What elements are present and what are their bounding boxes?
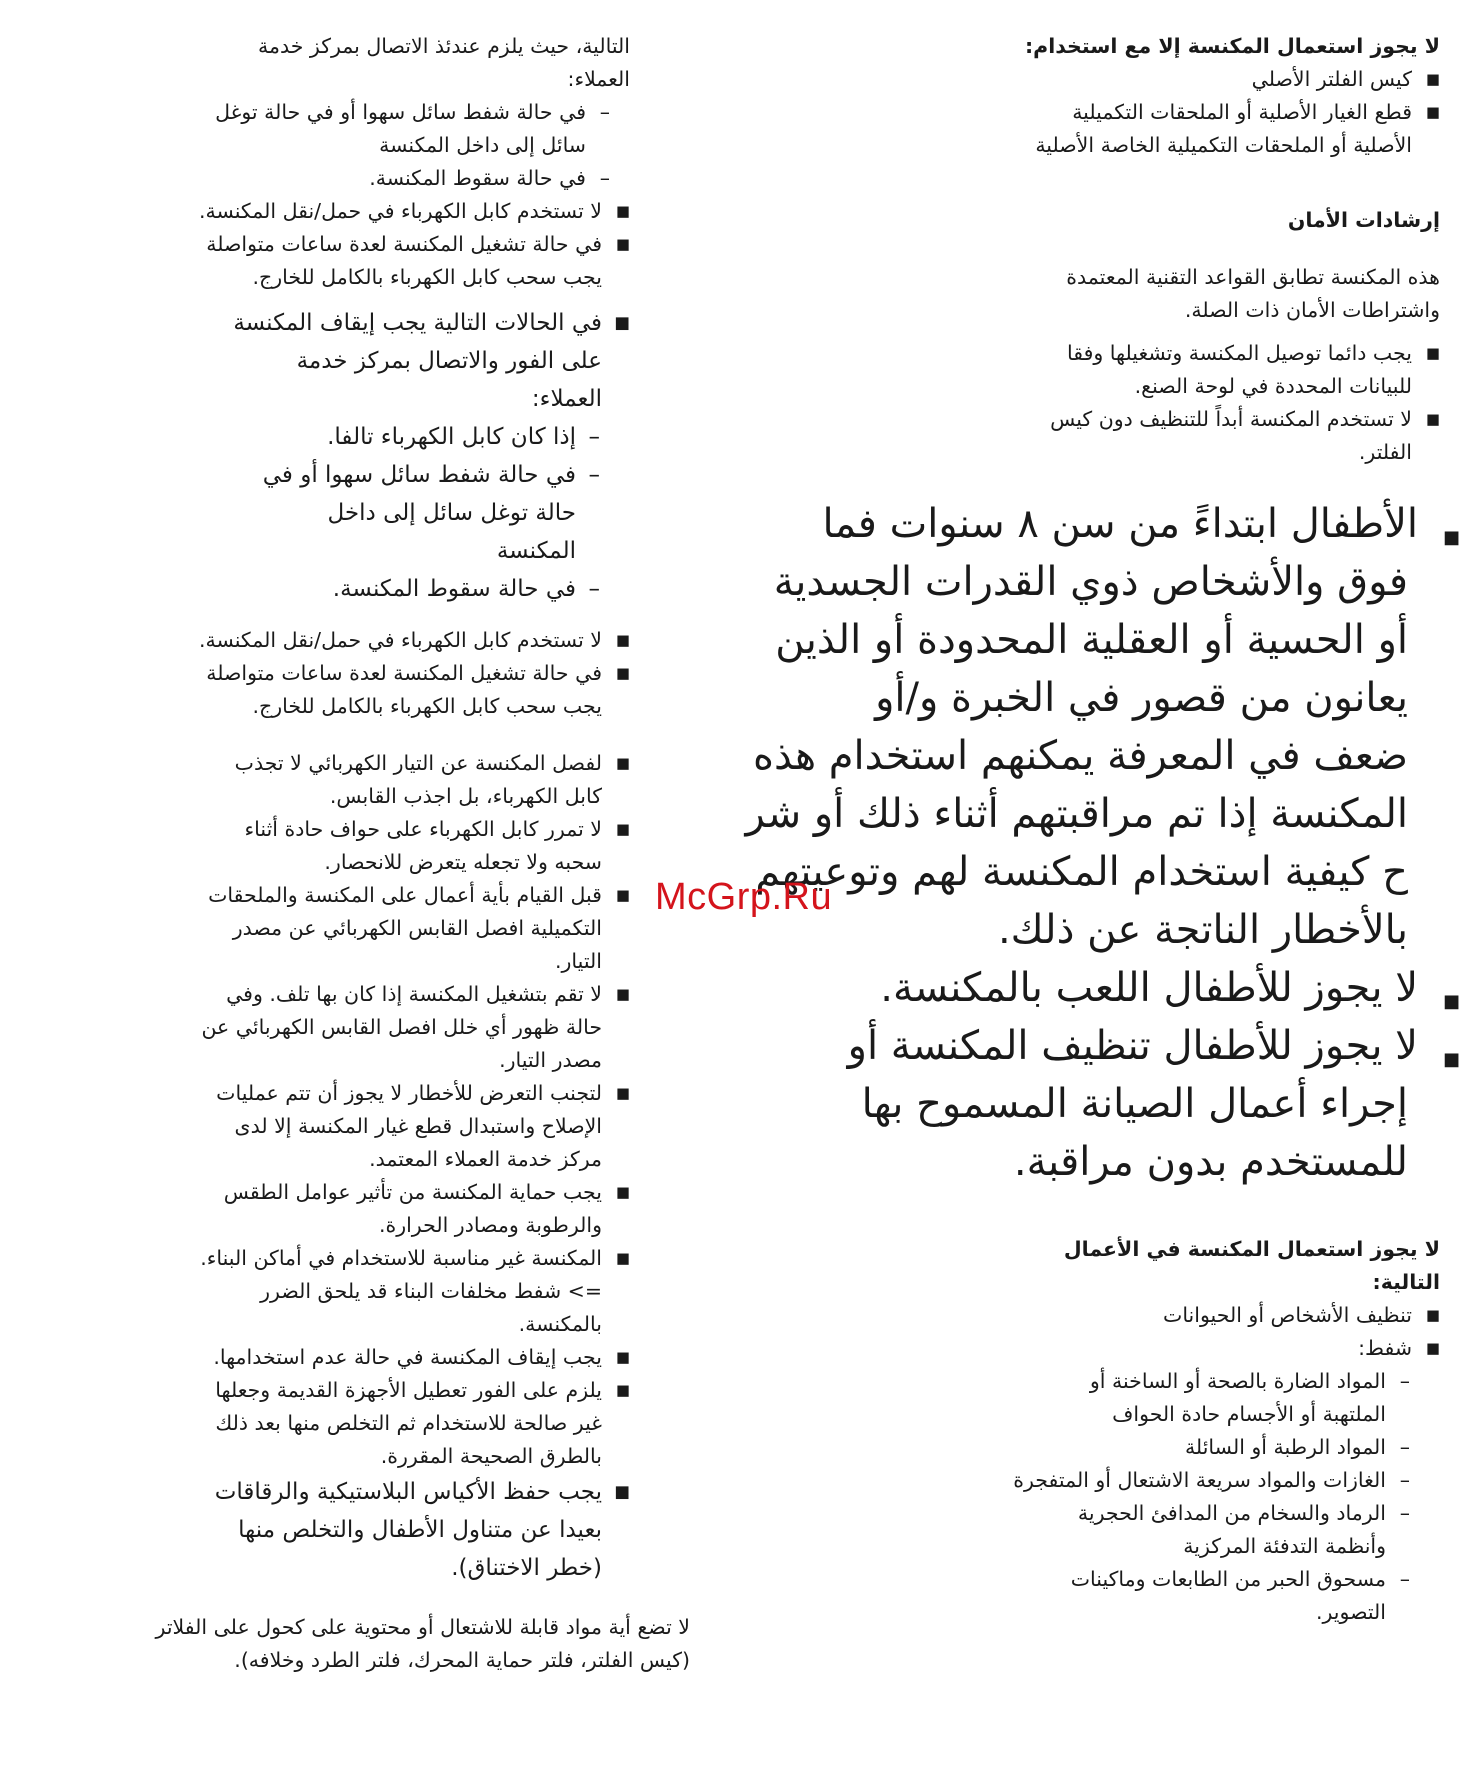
safety-rule: ■ يلزم على الفور تعطيل الأجهزة القديمة وجعلها — [10, 1374, 630, 1407]
safety-rule: ■ لا تقم بتشغيل المكنسة إذا كان بها تلف. وفي — [10, 978, 630, 1011]
safety-rule: ■ المكنسة غير مناسبة للاستخدام في أماكن البناء. — [10, 1242, 630, 1275]
safety-heading: إرشادات الأمان — [1287, 208, 1440, 232]
bags-item-cont: بعيدا عن متناول الأطفال والتخلص منها — [238, 1517, 602, 1543]
cable-item: ■ لا تستخدم كابل الكهرباء في حمل/نقل المكنسة. — [10, 624, 630, 657]
stop-dash-item: – إذا كان كابل الكهرباء تالفا. — [10, 418, 600, 456]
forbidden-item: ■ تنظيف الأشخاص أو الحيوانات — [870, 1299, 1440, 1332]
forbidden-heading: لا يجوز استعمال المكنسة في الأعمال — [1063, 1237, 1440, 1261]
safety-rule: ■ يجب حماية المكنسة من تأثير عوامل الطقس — [10, 1176, 630, 1209]
stop-item-cont: العملاء: — [531, 386, 602, 412]
stop-dash-item: – في حالة شفط سائل سهوا أو في — [10, 456, 600, 494]
stop-item: ■ في الحالات التالية يجب إيقاف المكنسة — [10, 304, 630, 342]
safety-rule: ■ لفصل المكنسة عن التيار الكهربائي لا تجذب — [10, 747, 630, 780]
safety-rule-cont: مركز خدمة العملاء المعتمد. — [369, 1147, 602, 1171]
top-continuation: العملاء: — [567, 67, 630, 91]
cable-item-cont: يجب سحب كابل الكهرباء بالكامل للخارج. — [252, 265, 602, 289]
safety-rule-cont: سحبه ولا تجعله يتعرض للانحصار. — [324, 850, 602, 874]
suction-item: – المواد الضارة بالصحة أو الساخنة أو — [870, 1365, 1410, 1398]
safety-rule-cont: => شفط مخلفات البناء قد يلحق الضرر — [260, 1279, 602, 1303]
safety-rule-cont: والرطوبة ومصادر الحرارة. — [378, 1213, 602, 1237]
safety-rule-cont: الإصلاح واستبدال قطع غيار المكنسة إلا لدى — [234, 1114, 602, 1138]
bags-item-cont: (خطر الاختناق). — [451, 1555, 602, 1581]
safety-rule-cont: التيار. — [555, 949, 602, 973]
cable-item: ■ في حالة تشغيل المكنسة لعدة ساعات متواصلة — [10, 228, 630, 261]
intro-item: ■ قطع الغيار الأصلية أو الملحقات التكميلية — [870, 96, 1440, 129]
safety-rule-cont: حالة ظهور أي خلل افصل القابس الكهربائي عن — [201, 1015, 602, 1039]
safety-rule-cont: بالطرق الصحيحة المقررة. — [380, 1444, 602, 1468]
flammable-note: لا تضع أية مواد قابلة للاشتعال أو محتوية على كحول على الفلاتر — [155, 1615, 690, 1639]
safety-text: هذه المكنسة تطابق القواعد التقنية المعتمدة — [1066, 265, 1440, 289]
children-line: يعانون من قصور في الخبرة و/أو — [875, 675, 1408, 721]
cable-item-cont: يجب سحب كابل الكهرباء بالكامل للخارج. — [252, 694, 602, 718]
left-column — [10, 30, 690, 1677]
cable-item: ■ في حالة تشغيل المكنسة لعدة ساعات متواصلة — [10, 657, 630, 690]
safety-rule-cont: التكميلية افصل القابس الكهربائي عن مصدر — [232, 916, 602, 940]
children-line: أو الحسية أو العقلية المحدودة أو الذين — [775, 617, 1408, 663]
children-paragraph: ■ الأطفال ابتداءً من سن ٨ سنوات فما — [870, 495, 1460, 553]
watermark-text: McGrp.Ru — [655, 876, 833, 918]
top-dash-cont: سائل إلى داخل المكنسة — [379, 133, 586, 157]
safety-rule-cont: بالمكنسة. — [518, 1312, 602, 1336]
suction-item-cont: الملتهبة أو الأجسام حادة الحواف — [1112, 1402, 1386, 1426]
stop-item-cont: على الفور والاتصال بمركز خدمة — [296, 348, 602, 374]
children-no-clean-cont: للمستخدم بدون مراقبة. — [1013, 1139, 1408, 1185]
safety-item: ■ لا تستخدم المكنسة أبداً للتنظيف دون كيس — [870, 403, 1440, 436]
children-no-clean-cont: إجراء أعمال الصيانة المسموح بها — [861, 1081, 1408, 1127]
stop-dash-cont: حالة توغل سائل إلى داخل — [327, 500, 576, 526]
safety-rule: ■ قبل القيام بأية أعمال على المكنسة والملحقات — [10, 879, 630, 912]
children-line: المكنسة إذا تم مراقبتهم أثناء ذلك أو شر — [745, 791, 1408, 837]
safety-rule-cont: مصدر التيار. — [499, 1048, 602, 1072]
safety-rule-cont: كابل الكهرباء، بل اجذب القابس. — [329, 784, 602, 808]
children-no-clean: ■ لا يجوز للأطفال تنظيف المكنسة أو — [870, 1017, 1460, 1075]
bags-item: ■ يجب حفظ الأكياس البلاستيكية والرقاقات — [10, 1473, 630, 1511]
intro-heading: لا يجوز استعمال المكنسة إلا مع استخدام: — [1024, 34, 1440, 58]
suction-item: – الغازات والمواد سريعة الاشتعال أو المتفجرة — [870, 1464, 1410, 1497]
stop-dash-cont: المكنسة — [496, 538, 576, 564]
top-dash-item: – في حالة شفط سائل سهوا أو في حالة توغل — [10, 96, 610, 129]
suction-item: – المواد الرطبة أو السائلة — [870, 1431, 1410, 1464]
suction-item-cont: التصوير. — [1315, 1600, 1386, 1624]
safety-item-cont: للبيانات المحددة في لوحة الصنع. — [1134, 374, 1412, 398]
children-line: بالأخطار الناتجة عن ذلك. — [997, 907, 1408, 953]
top-dash-item: – في حالة سقوط المكنسة. — [10, 162, 610, 195]
children-line: ح كيفية استخدام المكنسة لهم وتوعيتهم — [755, 849, 1408, 895]
safety-rule-cont: غير صالحة للاستخدام ثم التخلص منها بعد ذلك — [215, 1411, 602, 1435]
stop-dash-item: – في حالة سقوط المكنسة. — [10, 570, 600, 608]
flammable-note-cont: (كيس الفلتر، فلتر حماية المحرك، فلتر الطرد وخلافه). — [234, 1648, 690, 1672]
children-line: ضعف في المعرفة يمكنهم استخدام هذه — [753, 733, 1408, 779]
safety-item: ■ يجب دائما توصيل المكنسة وتشغيلها وفقا — [870, 337, 1440, 370]
children-block — [745, 495, 1460, 1191]
safety-rule: ■ لتجنب التعرض للأخطار لا يجوز أن تتم عمليات — [10, 1077, 630, 1110]
suction-item-cont: وأنظمة التدفئة المركزية — [1183, 1534, 1386, 1558]
safety-rule: ■ يجب إيقاف المكنسة في حالة عدم استخدامها. — [10, 1341, 630, 1374]
suction-item: – الرماد والسخام من المدافئ الحجرية — [870, 1497, 1410, 1530]
intro-item-continuation: الأصلية أو الملحقات التكميلية الخاصة الأصلية — [1035, 133, 1412, 157]
forbidden-heading-cont: التالية: — [1372, 1270, 1440, 1294]
safety-rule: ■ لا تمرر كابل الكهرباء على حواف حادة أثناء — [10, 813, 630, 846]
safety-text: واشتراطات الأمان ذات الصلة. — [1184, 298, 1440, 322]
children-line: فوق والأشخاص ذوي القدرات الجسدية — [773, 559, 1408, 605]
cable-item: ■ لا تستخدم كابل الكهرباء في حمل/نقل المكنسة. — [10, 195, 630, 228]
right-column — [745, 30, 1440, 1629]
forbidden-item: ■ شفط: — [870, 1332, 1440, 1365]
children-no-play: ■ لا يجوز للأطفال اللعب بالمكنسة. — [870, 959, 1460, 1017]
safety-item-cont: الفلتر. — [1358, 440, 1412, 464]
top-continuation: التالية، حيث يلزم عندئذ الاتصال بمركز خدمة — [258, 34, 630, 58]
suction-item: – مسحوق الحبر من الطابعات وماكينات — [870, 1563, 1410, 1596]
intro-item: ■ كيس الفلتر الأصلي — [870, 63, 1440, 96]
